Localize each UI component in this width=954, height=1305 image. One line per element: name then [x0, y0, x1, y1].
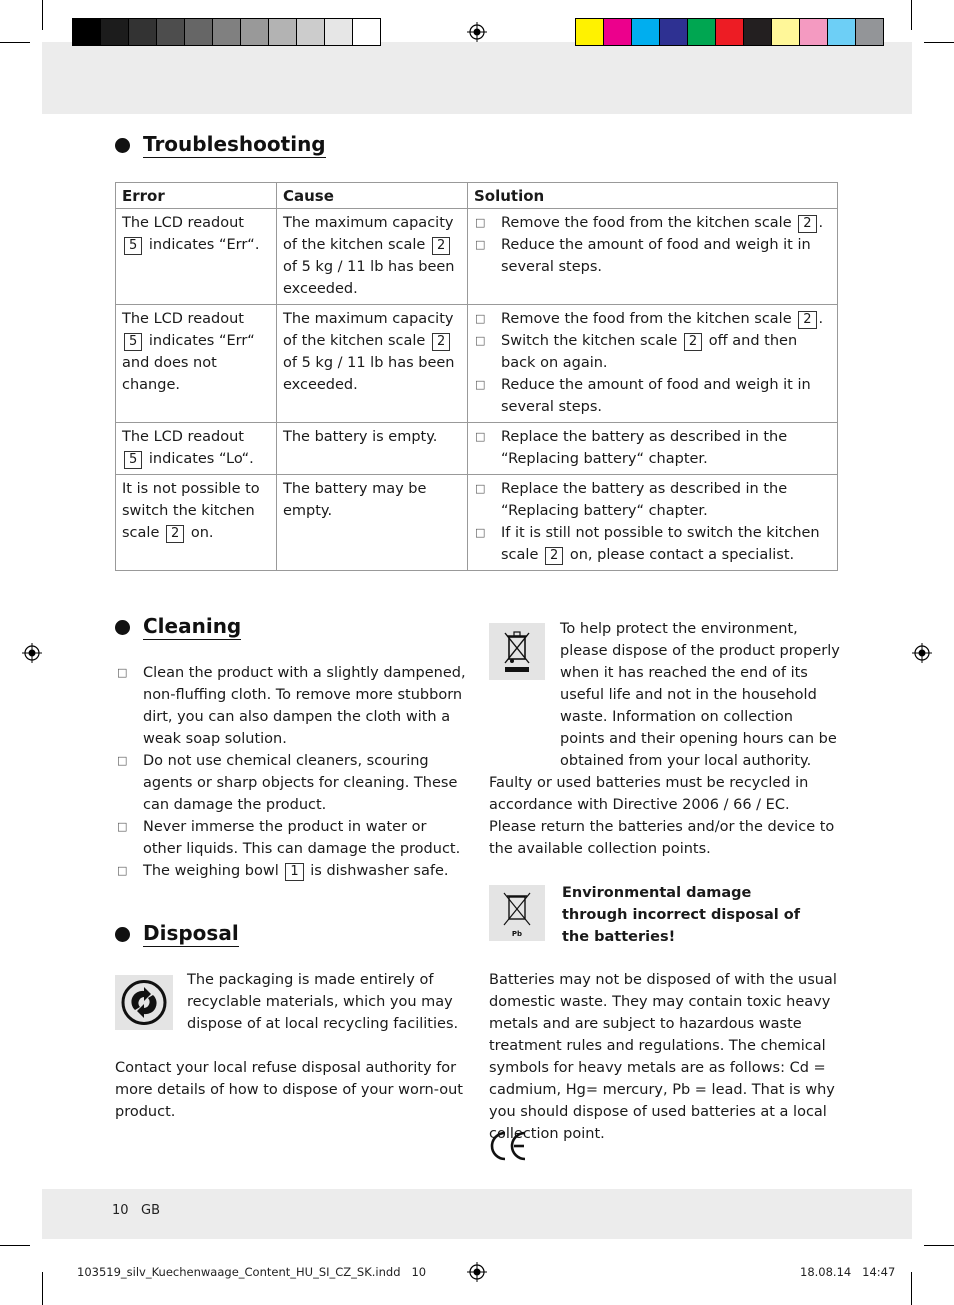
- solution-cell: [468, 305, 838, 423]
- header-error: Error: [116, 183, 277, 209]
- solution-list: [475, 212, 831, 278]
- color-swatch: [324, 18, 353, 46]
- text-run: The maximum capacity of the kitchen scale: [283, 215, 454, 253]
- crossed-out-bin-icon: [489, 623, 545, 680]
- color-swatch: [72, 18, 101, 46]
- text-run: Never immerse the product in water or other liquids. This can damage the product.: [143, 819, 461, 857]
- text-run: The LCD readout: [122, 429, 244, 445]
- disposal-heading: [115, 921, 239, 947]
- color-swatch: [352, 18, 381, 46]
- part-reference-number: 5: [124, 237, 142, 255]
- header-cause: Cause: [277, 183, 468, 209]
- list-item: [117, 860, 467, 882]
- text-run: is dishwasher safe.: [305, 863, 449, 879]
- error-cell: [116, 209, 277, 305]
- color-swatch: [855, 18, 884, 46]
- text-run: Remove the food from the kitchen scale: [501, 215, 797, 231]
- text-run: The battery is empty.: [283, 429, 438, 445]
- color-swatch: [296, 18, 325, 46]
- color-swatch: [659, 18, 688, 46]
- table-row: [116, 209, 838, 305]
- text-run: The maximum capacity of the kitchen scale: [283, 311, 454, 349]
- recycling-symbol-box: [115, 975, 173, 1030]
- part-reference-number: 2: [545, 547, 563, 565]
- environment-text: To help protect the environment, please dispose of the product properly when it has reached the end of its useful life and not in the household waste. Information on collection points and their opening hours can be obtained from your local authority.: [560, 621, 840, 769]
- solution-list: [475, 426, 831, 470]
- color-swatch: [156, 18, 185, 46]
- text-run: Remove the food from the kitchen scale: [501, 311, 797, 327]
- solution-item: [475, 212, 831, 234]
- error-cell: [116, 423, 277, 475]
- cause-cell: [277, 209, 468, 305]
- color-swatch: [184, 18, 213, 46]
- text-run: Reduce the amount of food and weigh it in several steps.: [501, 377, 811, 415]
- text-run: Do not use chemical cleaners, scouring agents or sharp objects for cleaning. These can damage the product.: [143, 753, 458, 813]
- text-run: on.: [186, 525, 214, 541]
- battery-weee-symbol-box: [489, 885, 545, 941]
- solution-cell: [468, 475, 838, 571]
- text-run: The LCD readout: [122, 215, 244, 231]
- table-row: [116, 475, 838, 571]
- text-run: of 5 kg / 11 lb has been exceeded.: [283, 355, 455, 393]
- cleaning-list: [117, 662, 467, 882]
- header-band: [42, 42, 912, 114]
- solution-item: [475, 522, 831, 566]
- part-reference-number: 2: [432, 237, 450, 255]
- registration-mark-icon: [467, 1262, 487, 1282]
- color-swatch: [100, 18, 129, 46]
- solution-cell: [468, 423, 838, 475]
- footer-band: [42, 1189, 912, 1239]
- section-bullet: [115, 138, 130, 153]
- text-run: Clean the product with a slightly dampened, non-fluffing cloth. To remove more stubborn dirt, you can also dampen the cloth with a weak soap solution.: [143, 665, 466, 747]
- color-swatch: [827, 18, 856, 46]
- text-run: off and then back on again.: [501, 333, 798, 371]
- part-reference-number: 1: [285, 863, 303, 881]
- solution-item: [475, 234, 831, 278]
- cause-cell: [277, 475, 468, 571]
- text-run: It is not possible to switch the kitchen scale: [122, 481, 260, 541]
- section-bullet: [115, 620, 130, 635]
- registration-mark-icon: [912, 643, 932, 663]
- cause-cell: [277, 305, 468, 423]
- solution-item: [475, 308, 831, 330]
- part-reference-number: 2: [432, 333, 450, 351]
- disposal-title: Disposal: [143, 921, 239, 945]
- part-reference-number: 5: [124, 451, 142, 469]
- file-name: 103519_silv_Kuechenwaage_Content_HU_SI_CZ_SK.indd 10: [77, 1265, 427, 1279]
- troubleshooting-table: [115, 182, 838, 571]
- part-reference-number: 5: [124, 333, 142, 351]
- section-bullet: [115, 927, 130, 942]
- color-swatch: [128, 18, 157, 46]
- registration-mark-icon: [467, 22, 487, 42]
- color-swatch: [575, 18, 604, 46]
- battery-warning-title: Environmental damage through incorrect disposal of the batteries!: [562, 885, 801, 945]
- color-swatch: [743, 18, 772, 46]
- header-solution: Solution: [468, 183, 838, 209]
- list-item: [117, 662, 467, 750]
- text-run: The weighing bowl: [143, 863, 284, 879]
- text-run: Reduce the amount of food and weigh it in several steps.: [501, 237, 811, 275]
- batteries-text: Faulty or used batteries must be recycled in accordance with Directive 2006 / 66 / EC. Please return the batteries and/or the device to the available collection points.: [489, 775, 835, 857]
- text-run: indicates “Lo“.: [144, 451, 254, 467]
- table-header-row: [116, 183, 838, 209]
- text-run: of 5 kg / 11 lb has been exceeded.: [283, 259, 455, 297]
- packaging-text: The packaging is made entirely of recyclable materials, which you may dispose of at local recycling facilities.: [187, 972, 459, 1032]
- text-run: on, please contact a specialist.: [565, 547, 795, 563]
- part-reference-number: 2: [798, 311, 816, 329]
- color-swatch: [715, 18, 744, 46]
- troubleshooting-title: Troubleshooting: [143, 132, 326, 156]
- cleaning-title: Cleaning: [143, 614, 242, 638]
- error-cell: [116, 475, 277, 571]
- solution-item: [475, 330, 831, 374]
- cleaning-heading: [115, 614, 241, 640]
- print-date-time: 18.08.14 14:47: [800, 1265, 896, 1279]
- weee-symbol-box: [489, 623, 545, 680]
- language-code: GB: [141, 1203, 160, 1218]
- color-swatch: [799, 18, 828, 46]
- cleaning-list-container: [117, 662, 467, 882]
- solution-list: [475, 308, 831, 418]
- color-swatch: [268, 18, 297, 46]
- text-run: If it is still not possible to switch the kitchen scale: [501, 525, 820, 563]
- text-run: Replace the battery as described in the “Replacing battery“ chapter.: [501, 429, 788, 467]
- registration-mark-icon: [22, 643, 42, 663]
- text-run: Replace the battery as described in the “Replacing battery“ chapter.: [501, 481, 788, 519]
- solution-item: [475, 374, 831, 418]
- color-swatch: [212, 18, 241, 46]
- solution-item: [475, 426, 831, 470]
- page-number: 10: [112, 1203, 129, 1218]
- error-cell: [116, 305, 277, 423]
- color-swatch: [771, 18, 800, 46]
- text-run: indicates “Err“.: [144, 237, 260, 253]
- list-item: [117, 816, 467, 860]
- solution-item: [475, 478, 831, 522]
- text-run: The LCD readout: [122, 311, 244, 327]
- part-reference-number: 2: [166, 525, 184, 543]
- contact-text: Contact your local refuse disposal authority for more details of how to dispose of your worn-out product.: [115, 1060, 463, 1120]
- table-row: [116, 423, 838, 475]
- color-swatch: [631, 18, 660, 46]
- text-run: .: [818, 311, 824, 327]
- text-run: .: [818, 215, 824, 231]
- text-run: Switch the kitchen scale: [501, 333, 682, 349]
- cause-cell: [277, 423, 468, 475]
- color-swatch: [240, 18, 269, 46]
- color-swatch: [687, 18, 716, 46]
- battery-disposal-icon: [489, 885, 545, 941]
- color-swatch: [603, 18, 632, 46]
- troubleshooting-heading: [115, 132, 326, 158]
- solution-list: [475, 478, 831, 566]
- pb-label: Pb: [511, 930, 523, 938]
- part-reference-number: 2: [684, 333, 702, 351]
- heavy-metals-text: Batteries may not be disposed of with the usual domestic waste. They may contain toxic heavy metals and are subject to hazardous waste treatment rules and regulations. The chemical symbols for heavy metals are as follows: Cd = cadmium, Hg= mercury, Pb = lead. That is why you should dispose of used batteries at a local collection point.: [489, 972, 837, 1142]
- table-row: [116, 305, 838, 423]
- text-run: indicates “Err“ and does not change.: [122, 333, 255, 393]
- green-dot-icon: [115, 975, 173, 1030]
- text-run: The battery may be empty.: [283, 481, 427, 519]
- ce-mark-icon: [489, 1130, 529, 1162]
- solution-cell: [468, 209, 838, 305]
- list-item: [117, 750, 467, 816]
- part-reference-number: 2: [798, 215, 816, 233]
